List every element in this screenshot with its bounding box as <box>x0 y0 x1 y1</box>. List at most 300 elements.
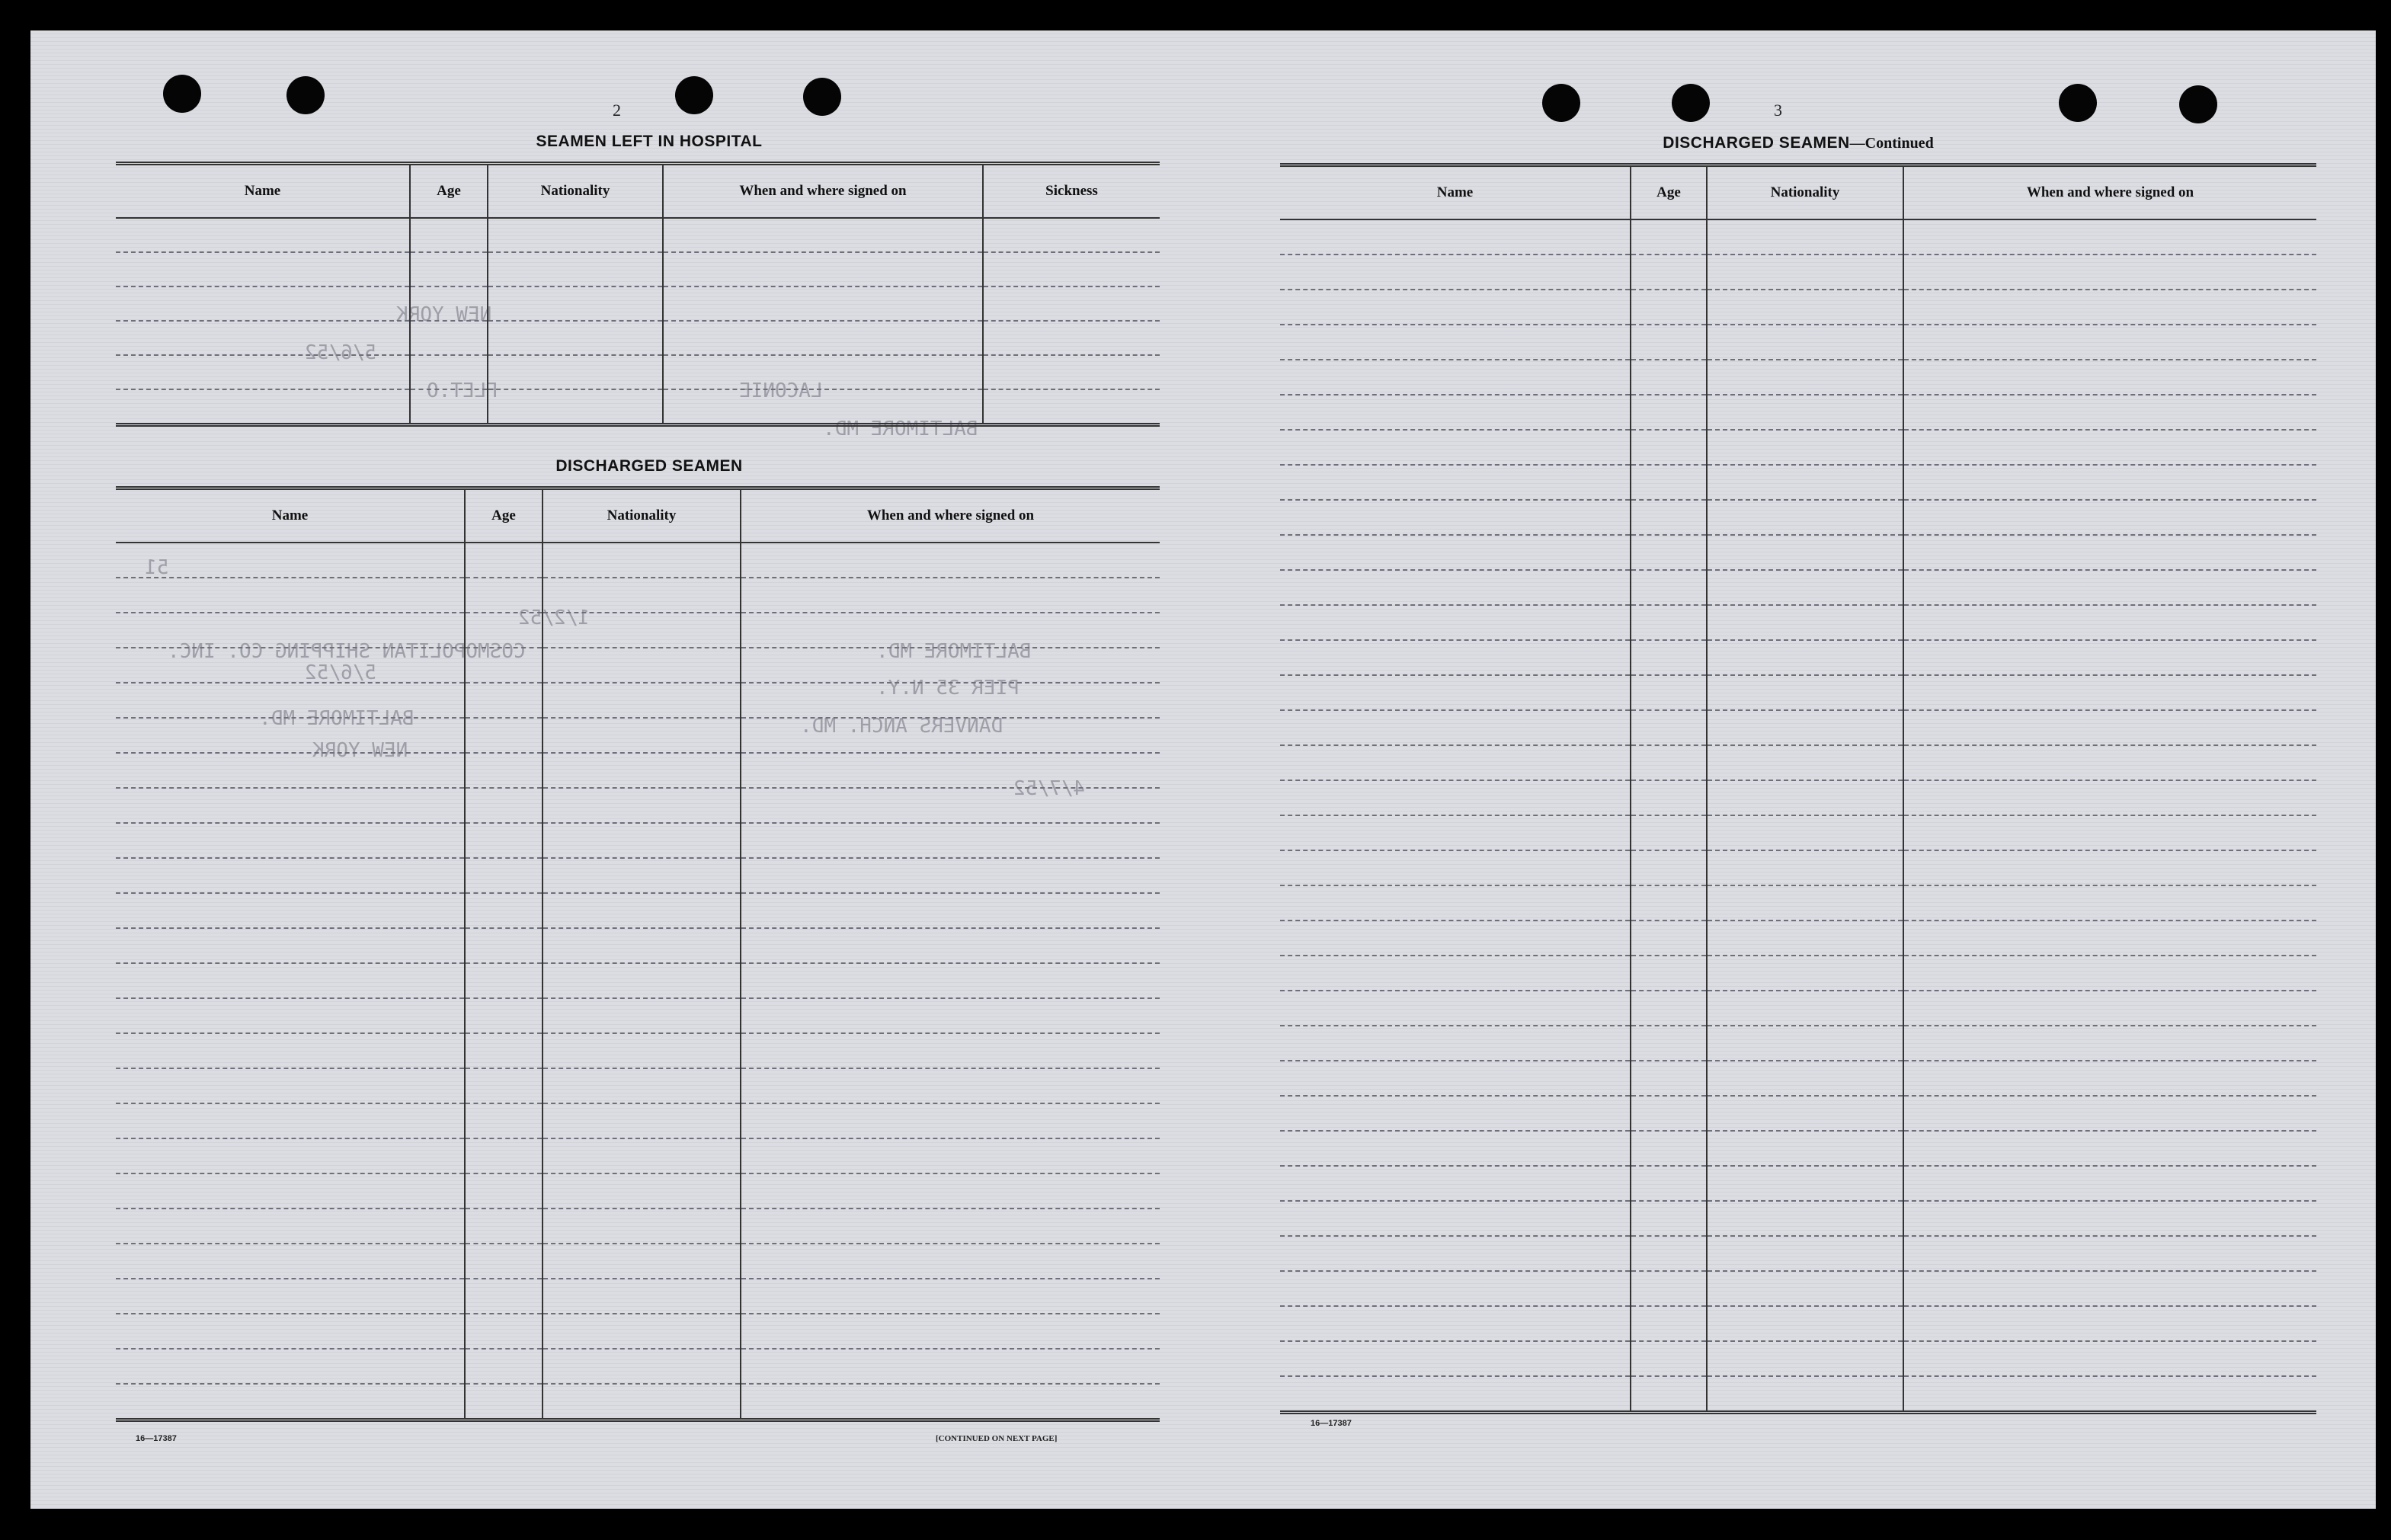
table-row <box>1280 991 2316 1026</box>
table-row <box>1280 1061 2316 1096</box>
table-row <box>1280 885 2316 920</box>
table-row <box>116 648 1160 683</box>
table-cell <box>1707 675 1903 710</box>
table-cell <box>543 1244 741 1279</box>
table-row <box>116 1138 1160 1173</box>
table-cell <box>1280 850 1631 885</box>
table-cell <box>465 963 543 998</box>
table-cell <box>1631 1236 1707 1271</box>
table-cell <box>116 1138 465 1173</box>
punch-hole <box>803 78 841 116</box>
table-cell <box>543 1209 741 1244</box>
column-header-nationality: Nationality <box>488 164 663 219</box>
table-cell <box>465 718 543 753</box>
table-cell <box>116 1068 465 1103</box>
table-cell <box>465 683 543 718</box>
table-cell <box>1631 1341 1707 1376</box>
table-cell <box>116 788 465 823</box>
table-cell <box>465 753 543 788</box>
bleed-through-stamp: COSMOPOLITAN SHIPPING CO. INC. <box>168 640 526 663</box>
column-header-sickness: Sickness <box>983 164 1160 219</box>
table-cell <box>1707 885 1903 920</box>
table-cell <box>116 613 465 648</box>
table-cell <box>1631 1201 1707 1236</box>
column-header-age: Age <box>1631 165 1707 220</box>
table-row <box>116 1068 1160 1103</box>
table-cell <box>465 823 543 858</box>
table-cell <box>1631 956 1707 991</box>
table-cell <box>1707 1306 1903 1341</box>
table-cell <box>1903 956 2316 991</box>
table-cell <box>1903 745 2316 780</box>
table-cell <box>1280 290 1631 325</box>
table-row <box>116 1209 1160 1244</box>
table-cell <box>465 1068 543 1103</box>
table-cell <box>1903 219 2316 255</box>
table-row <box>116 1033 1160 1068</box>
table-cell <box>1707 325 1903 360</box>
table-cell <box>1280 710 1631 745</box>
table-cell <box>741 1068 1160 1103</box>
bleed-through-stamp: 51 <box>145 556 169 579</box>
table-cell <box>465 1314 543 1349</box>
bleed-through-stamp: BALTIMORE MD. <box>876 640 1032 663</box>
table-cell <box>116 287 410 321</box>
table-cell <box>488 389 663 425</box>
table-cell <box>663 321 983 355</box>
table-cell <box>1903 360 2316 395</box>
table-cell <box>1903 430 2316 465</box>
document-sheet <box>30 30 2376 1509</box>
bleed-through-stamp: FLET.O <box>427 379 498 402</box>
table-cell <box>1903 991 2316 1026</box>
table-cell <box>1707 500 1903 535</box>
table-cell <box>1631 920 1707 956</box>
table-cell <box>1707 605 1903 640</box>
column-header-nationality: Nationality <box>543 488 741 543</box>
table-cell <box>1280 956 1631 991</box>
table-row <box>116 543 1160 578</box>
table-row <box>1280 1236 2316 1271</box>
table-cell <box>543 718 741 753</box>
table-cell <box>1903 710 2316 745</box>
table-row <box>1280 1131 2316 1166</box>
table-row <box>1280 1306 2316 1341</box>
table-cell <box>1903 1166 2316 1201</box>
table-cell <box>465 1033 543 1068</box>
table-cell <box>1707 1026 1903 1061</box>
table-cell <box>543 893 741 928</box>
table-cell <box>116 928 465 963</box>
table-cell <box>1631 640 1707 675</box>
table-cell <box>1707 745 1903 780</box>
table-cell <box>116 998 465 1033</box>
table-row <box>1280 1026 2316 1061</box>
table-cell <box>1903 1096 2316 1131</box>
table-cell <box>1903 1131 2316 1166</box>
table-row <box>1280 395 2316 430</box>
table-cell <box>1903 465 2316 500</box>
table-cell <box>741 648 1160 683</box>
table-row <box>116 858 1160 893</box>
table-cell <box>1903 1061 2316 1096</box>
bleed-through-stamp: BALTIMORE MD. <box>259 707 415 730</box>
table-cell <box>543 648 741 683</box>
table-cell <box>543 543 741 578</box>
table-row <box>1280 570 2316 605</box>
table-cell <box>116 753 465 788</box>
table-cell <box>116 1349 465 1384</box>
table-cell <box>1631 1376 1707 1413</box>
table-cell <box>663 287 983 321</box>
table-cell <box>741 1314 1160 1349</box>
column-header-signed-on: When and where signed on <box>1903 165 2316 220</box>
table-cell <box>1280 1306 1631 1341</box>
table-row <box>116 1349 1160 1384</box>
page-number-right: 3 <box>1774 101 1782 120</box>
table-cell <box>116 893 465 928</box>
table-cell <box>1707 219 1903 255</box>
table-cell <box>1280 675 1631 710</box>
table-cell <box>116 1384 465 1420</box>
column-header-name: Name <box>116 488 465 543</box>
table-cell <box>741 1033 1160 1068</box>
table-cell <box>1903 395 2316 430</box>
table-cell <box>1631 1271 1707 1306</box>
table-row <box>1280 1376 2316 1413</box>
table-cell <box>1631 991 1707 1026</box>
table-cell <box>543 1068 741 1103</box>
table-cell <box>1707 430 1903 465</box>
table-cell <box>1707 710 1903 745</box>
table-cell <box>1280 640 1631 675</box>
table-cell <box>741 683 1160 718</box>
table-cell <box>741 543 1160 578</box>
table-cell <box>116 963 465 998</box>
table-cell <box>543 613 741 648</box>
bleed-through-stamp: DANVERS ANCH. MD. <box>800 715 1003 738</box>
table-cell <box>1631 710 1707 745</box>
table-cell <box>116 1173 465 1209</box>
table-row <box>116 218 1160 252</box>
table-cell <box>1903 255 2316 290</box>
table-cell <box>741 1103 1160 1138</box>
table-cell <box>1707 570 1903 605</box>
table-cell <box>465 928 543 963</box>
punch-hole <box>1542 84 1580 122</box>
bleed-through-stamp: 5/6/52 <box>305 661 376 684</box>
table-cell <box>543 963 741 998</box>
table-row <box>116 1384 1160 1420</box>
table-cell <box>1707 395 1903 430</box>
table-cell <box>465 858 543 893</box>
table-row <box>1280 675 2316 710</box>
table-cell <box>1903 1271 2316 1306</box>
column-header-signed-on: When and where signed on <box>663 164 983 219</box>
table-row <box>1280 1271 2316 1306</box>
table-cell <box>741 753 1160 788</box>
table-cell <box>1707 1131 1903 1166</box>
table-cell <box>1280 991 1631 1026</box>
table-cell <box>741 1173 1160 1209</box>
table-cell <box>741 1349 1160 1384</box>
table-cell <box>1280 815 1631 850</box>
table-row <box>1280 1201 2316 1236</box>
table-cell <box>741 1384 1160 1420</box>
table-cell <box>465 1138 543 1173</box>
table-cell <box>116 1103 465 1138</box>
table-cell <box>543 753 741 788</box>
table-cell <box>1280 430 1631 465</box>
table-row <box>1280 780 2316 815</box>
table-cell <box>1707 815 1903 850</box>
table-cell <box>741 823 1160 858</box>
table-cell <box>1707 640 1903 675</box>
table-row <box>1280 605 2316 640</box>
form-number-right: 16—17387 <box>1311 1419 1352 1428</box>
table-row <box>116 252 1160 287</box>
table-row <box>116 355 1160 389</box>
table-cell <box>1280 780 1631 815</box>
table-cell <box>543 998 741 1033</box>
table-cell <box>1280 885 1631 920</box>
table-cell <box>1631 675 1707 710</box>
table-cell <box>1707 850 1903 885</box>
punch-hole <box>675 76 713 114</box>
column-header-signed-on: When and where signed on <box>741 488 1160 543</box>
table-cell <box>1631 780 1707 815</box>
table-row <box>116 823 1160 858</box>
table-row <box>116 1244 1160 1279</box>
table-cell <box>1280 1166 1631 1201</box>
table-cell <box>1280 1061 1631 1096</box>
table-cell <box>1903 500 2316 535</box>
table-cell <box>741 718 1160 753</box>
bleed-through-stamp: NEW YORK <box>312 739 408 762</box>
table-row <box>1280 1341 2316 1376</box>
table-cell <box>465 1279 543 1314</box>
column-header-name: Name <box>1280 165 1631 220</box>
table-cell <box>465 1103 543 1138</box>
table-cell <box>1631 885 1707 920</box>
table-cell <box>1631 1026 1707 1061</box>
table-cell <box>1631 745 1707 780</box>
table-row <box>1280 535 2316 570</box>
table-row <box>116 788 1160 823</box>
column-header-name: Name <box>116 164 410 219</box>
page-number-left: 2 <box>613 101 621 120</box>
table-cell <box>983 321 1160 355</box>
table-cell <box>465 1384 543 1420</box>
table-cell <box>1631 395 1707 430</box>
table-row <box>116 389 1160 425</box>
table-cell <box>488 355 663 389</box>
table-cell <box>1631 325 1707 360</box>
table-row <box>116 683 1160 718</box>
table-cell <box>543 683 741 718</box>
table-cell <box>1707 991 1903 1026</box>
table-cell <box>116 543 465 578</box>
table-cell <box>488 287 663 321</box>
table-cell <box>1707 956 1903 991</box>
table-row <box>1280 710 2316 745</box>
table-cell <box>1903 1026 2316 1061</box>
table-cell <box>410 218 488 252</box>
continued-suffix: —Continued <box>1849 135 1934 152</box>
table-cell <box>116 252 410 287</box>
table-cell <box>1707 1201 1903 1236</box>
table-cell <box>1280 1096 1631 1131</box>
table-cell <box>116 823 465 858</box>
table-cell <box>1280 1131 1631 1166</box>
table-cell <box>1707 255 1903 290</box>
table-cell <box>1631 535 1707 570</box>
table-cell <box>1280 255 1631 290</box>
table-row <box>116 1173 1160 1209</box>
table-cell <box>1903 325 2316 360</box>
table-cell <box>741 1244 1160 1279</box>
column-header-age: Age <box>465 488 543 543</box>
table-row <box>1280 745 2316 780</box>
table-cell <box>465 613 543 648</box>
table-cell <box>1903 535 2316 570</box>
punch-hole <box>2059 84 2097 122</box>
table-cell <box>741 1209 1160 1244</box>
discharged-table <box>116 486 1160 1422</box>
table-row <box>1280 465 2316 500</box>
table-cell <box>1280 500 1631 535</box>
hospital-section-title: SEAMEN LEFT IN HOSPITAL <box>536 133 763 150</box>
discharged-continued-table <box>1280 163 2316 1414</box>
table-cell <box>1280 920 1631 956</box>
table-cell <box>1707 465 1903 500</box>
table-cell <box>543 1314 741 1349</box>
table-row <box>1280 1096 2316 1131</box>
table-cell <box>741 578 1160 613</box>
table-cell <box>1903 920 2316 956</box>
table-cell <box>1631 500 1707 535</box>
table-cell <box>1707 1376 1903 1413</box>
bleed-through-stamp: 5/6/52 <box>305 341 376 364</box>
punch-hole <box>2179 85 2217 123</box>
table-cell <box>1280 605 1631 640</box>
punch-hole <box>163 75 201 113</box>
table-cell <box>465 998 543 1033</box>
table-cell <box>465 788 543 823</box>
form-number-left: 16—17387 <box>136 1434 177 1443</box>
table-row <box>1280 430 2316 465</box>
table-row <box>116 287 1160 321</box>
table-cell <box>116 389 410 425</box>
table-cell <box>663 252 983 287</box>
table-cell <box>465 1209 543 1244</box>
table-cell <box>663 389 983 425</box>
table-cell <box>488 321 663 355</box>
table-row <box>116 1103 1160 1138</box>
column-header-nationality: Nationality <box>1707 165 1903 220</box>
table-cell <box>983 252 1160 287</box>
table-row <box>1280 850 2316 885</box>
table-row <box>1280 500 2316 535</box>
table-cell <box>741 928 1160 963</box>
table-cell <box>983 287 1160 321</box>
table-cell <box>543 578 741 613</box>
table-cell <box>663 355 983 389</box>
table-cell <box>1631 1096 1707 1131</box>
table-cell <box>116 1244 465 1279</box>
table-cell <box>983 389 1160 425</box>
table-cell <box>465 1173 543 1209</box>
table-row <box>116 963 1160 998</box>
table-cell <box>1280 465 1631 500</box>
table-cell <box>1707 1271 1903 1306</box>
table-row <box>1280 325 2316 360</box>
hospital-table <box>116 162 1160 427</box>
table-cell <box>1631 290 1707 325</box>
table-cell <box>983 218 1160 252</box>
table-cell <box>116 718 465 753</box>
table-cell <box>1280 1026 1631 1061</box>
table-row <box>116 998 1160 1033</box>
table-cell <box>1707 1061 1903 1096</box>
table-cell <box>1631 605 1707 640</box>
table-cell <box>1280 570 1631 605</box>
table-cell <box>1903 1236 2316 1271</box>
table-cell <box>1903 815 2316 850</box>
table-cell <box>465 648 543 683</box>
table-cell <box>1631 570 1707 605</box>
continued-note: [CONTINUED ON NEXT PAGE] <box>936 1434 1058 1443</box>
table-cell <box>1707 360 1903 395</box>
table-cell <box>1631 219 1707 255</box>
table-cell <box>116 858 465 893</box>
table-row <box>1280 219 2316 255</box>
table-cell <box>1903 675 2316 710</box>
table-cell <box>1280 745 1631 780</box>
table-cell <box>1707 780 1903 815</box>
table-cell <box>1903 1341 2316 1376</box>
table-cell <box>116 1033 465 1068</box>
table-cell <box>410 389 488 425</box>
table-row <box>1280 255 2316 290</box>
table-row <box>116 1314 1160 1349</box>
table-cell <box>1903 1306 2316 1341</box>
column-header-age: Age <box>410 164 488 219</box>
table-cell <box>465 578 543 613</box>
table-cell <box>663 218 983 252</box>
table-row <box>116 928 1160 963</box>
table-cell <box>1631 360 1707 395</box>
table-cell <box>410 321 488 355</box>
table-cell <box>741 858 1160 893</box>
table-cell <box>741 998 1160 1033</box>
bleed-through-stamp: BALTIMORE MD. <box>823 418 978 440</box>
table-cell <box>1631 815 1707 850</box>
table-cell <box>1707 290 1903 325</box>
table-cell <box>1280 1341 1631 1376</box>
table-cell <box>543 1173 741 1209</box>
table-cell <box>1903 605 2316 640</box>
table-row <box>1280 815 2316 850</box>
table-cell <box>543 858 741 893</box>
table-row <box>116 321 1160 355</box>
table-cell <box>1707 535 1903 570</box>
discharged-continued-title-text: DISCHARGED SEAMEN <box>1663 134 1850 152</box>
table-cell <box>1280 1201 1631 1236</box>
table-cell <box>1280 535 1631 570</box>
table-row <box>1280 640 2316 675</box>
table-cell <box>543 788 741 823</box>
